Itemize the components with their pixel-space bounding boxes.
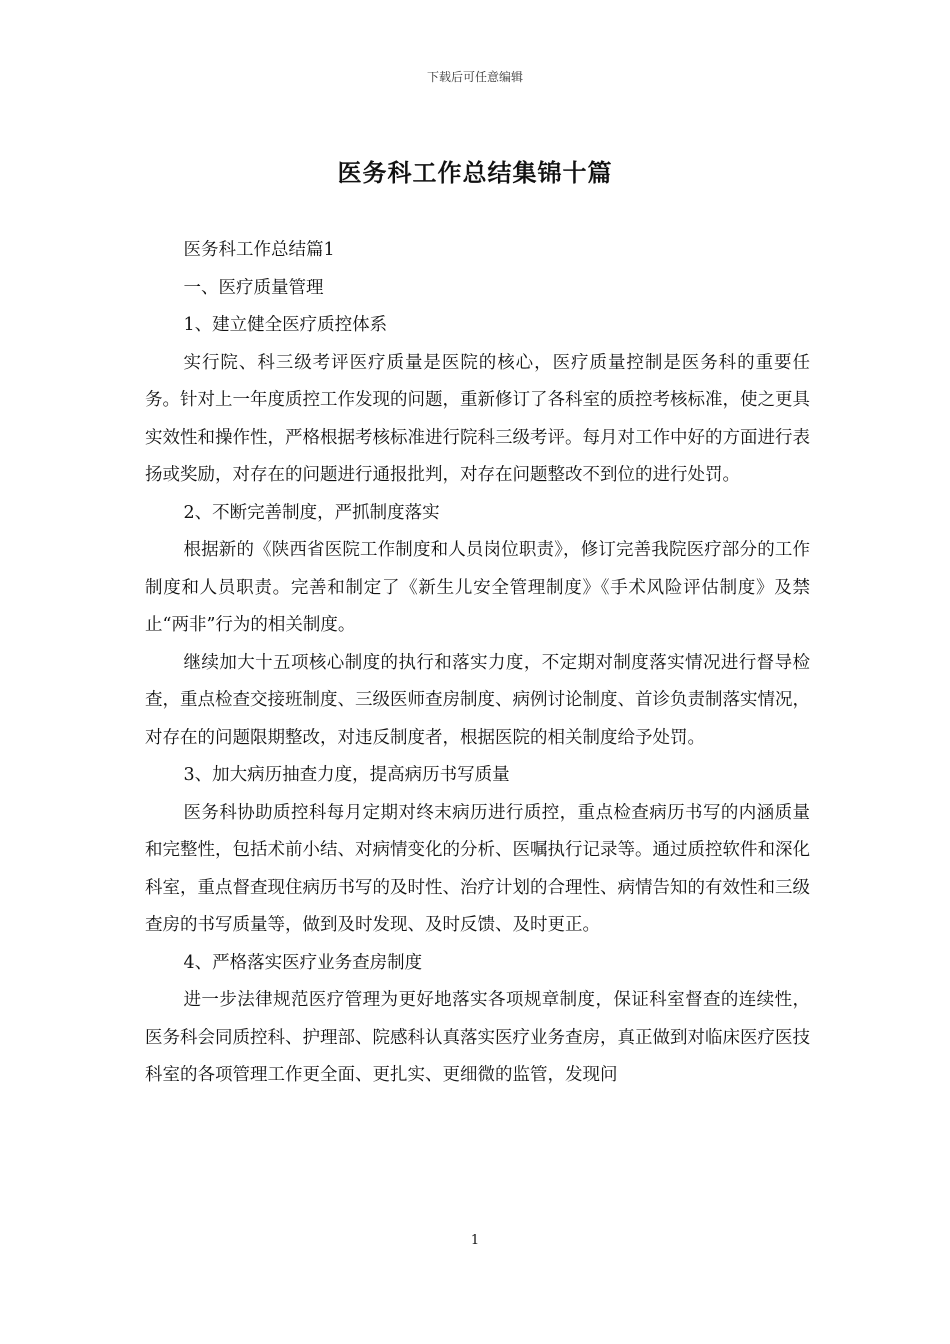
body-paragraph: 实行院、科三级考评医疗质量是医院的核心，医疗质量控制是医务科的重要任务。针对上一年度质控工作发现的问题，重新修订了各科室的质控考核标准，使之更具实效性和操作性，严格根据考核标准进行院科三级考评。每月对工作中好的方面进行表扬或奖励，对存在的问题进行通报批判，对存在问题整改不到位的进行处罚。 [145, 352, 810, 485]
subsection-heading: 一、医疗质量管理 [183, 277, 324, 298]
body-paragraph: 根据新的《陕西省医院工作制度和人员岗位职责》，修订完善我院医疗部分的工作制度和人员职责。完善和制定了《新生儿安全管理制度》《手术风险评估制度》及禁止“两非”行为的相关制度。 [145, 540, 810, 635]
body-paragraph: 继续加大十五项核心制度的执行和落实力度，不定期对制度落实情况进行督导检查，重点检查交接班制度、三级医师查房制度、病例讨论制度、首诊负责制落实情况，对存在的问题限期整改，对违反制度者，根据医院的相关制度给予处罚。 [145, 652, 810, 748]
page-header-note: 下载后可任意编辑 [426, 70, 523, 84]
section-heading: 医务科工作总结篇1 [183, 240, 335, 260]
page-number: 1 [470, 1233, 480, 1248]
item-heading: 4、严格落实医疗业务查房制度 [183, 952, 423, 973]
document-title: 医务科工作总结集锦十篇 [337, 158, 613, 187]
body-paragraph: 医务科协助质控科每月定期对终末病历进行质控，重点检查病历书写的内涵质量和完整性，包括术前小结、对病情变化的分析、医嘱执行记录等。通过质控软件和深化科室，重点督查现住病历书写的及时性、治疗计划的合理性、病情告知的有效性和三级查房的书写质量等，做到及时发现、及时反馈、及时更正。 [145, 802, 810, 935]
item-heading: 3、加大病历抽查力度，提高病历书写质量 [183, 765, 510, 785]
item-heading: 1、建立健全医疗质控体系 [183, 315, 388, 335]
item-heading: 2、不断完善制度，严抓制度落实 [183, 502, 440, 523]
document-body [145, 232, 810, 1095]
body-paragraph: 进一步法律规范医疗管理为更好地落实各项规章制度，保证科室督查的连续性，医务科会同质控科、护理部、院感科认真落实医疗业务查房，真正做到对临床医疗医技科室的各项管理工作更全面、更扎实、更细微的监管，发现问 [145, 990, 810, 1085]
